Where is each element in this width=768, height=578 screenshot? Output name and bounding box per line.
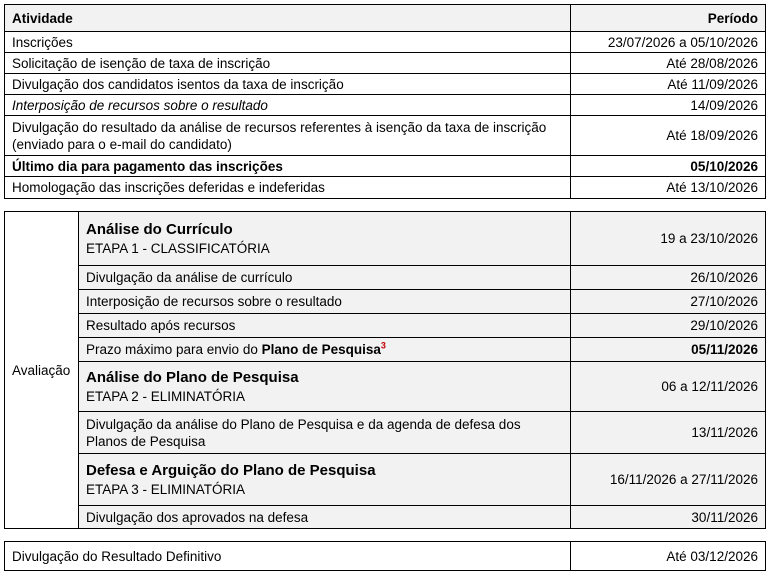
activity-cell: Divulgação dos candidatos isentos da taxa de inscrição [5, 74, 571, 95]
period-cell: 14/09/2026 [571, 95, 766, 116]
table-row [5, 177, 766, 199]
footnote-marker: 3 [380, 340, 386, 351]
activity-cell: Divulgação da análise do Plano de Pesquisa e da agenda de defesa dos Planos de Pesquisa [79, 412, 571, 454]
stage-row [5, 362, 766, 412]
period-cell: 06 a 12/11/2026 [571, 362, 766, 412]
table-row [5, 266, 766, 290]
activity-cell: Divulgação do Resultado Definitivo [5, 542, 571, 571]
period-cell: Até 28/08/2026 [571, 53, 766, 74]
table-row [5, 506, 766, 529]
table-row [5, 95, 766, 116]
table-row [5, 542, 766, 571]
stage-cell [79, 362, 571, 412]
header-activity: Atividade [5, 5, 571, 32]
activity-cell: Divulgação do resultado da análise de recursos referentes à isenção da taxa de inscrição (enviado para o e-mail do candidato) [5, 116, 571, 156]
period-cell: 26/10/2026 [571, 266, 766, 290]
activity-cell: Interposição de recursos sobre o resultado [79, 290, 571, 314]
table-row [5, 32, 766, 53]
stage-title: Análise do Currículo [86, 220, 233, 238]
period-cell: 05/10/2026 [571, 156, 766, 177]
table-row [5, 338, 766, 362]
period-cell: Até 18/09/2026 [571, 116, 766, 156]
activity-cell: Divulgação dos aprovados na defesa [79, 506, 571, 529]
deadline-bold-text: Plano de Pesquisa [261, 342, 381, 357]
stage-title: Defesa e Arguição do Plano de Pesquisa [86, 461, 376, 479]
period-cell: 27/10/2026 [571, 290, 766, 314]
schedule-table-evaluation [4, 211, 766, 529]
table-row [5, 156, 766, 177]
table-header-row [5, 5, 766, 32]
stage-row [5, 212, 766, 266]
period-cell: Até 11/09/2026 [571, 74, 766, 95]
table-row [5, 314, 766, 338]
header-period: Período [571, 5, 766, 32]
stage-row [5, 454, 766, 506]
table-row [5, 116, 766, 156]
deadline-text: Prazo máximo para envio do [86, 342, 262, 357]
schedule-table-final [4, 541, 766, 571]
activity-cell: Homologação das inscrições deferidas e indeferidas [5, 177, 571, 199]
stage-subtitle: ETAPA 2 - ELIMINATÓRIA [86, 388, 246, 404]
evaluation-label: Avaliação [5, 212, 79, 529]
activity-cell: Solicitação de isenção de taxa de inscrição [5, 53, 571, 74]
table-row [5, 290, 766, 314]
period-cell: 29/10/2026 [571, 314, 766, 338]
table-row [5, 412, 766, 454]
stage-title: Análise do Plano de Pesquisa [86, 368, 299, 386]
stage-subtitle: ETAPA 1 - CLASSIFICATÓRIA [86, 240, 270, 256]
stage-cell [79, 212, 571, 266]
activity-cell: Resultado após recursos [79, 314, 571, 338]
stage-cell [79, 454, 571, 506]
period-cell: 19 a 23/10/2026 [571, 212, 766, 266]
activity-cell: Último dia para pagamento das inscrições [5, 156, 571, 177]
period-cell: Até 03/12/2026 [571, 542, 766, 571]
activity-cell: Inscrições [5, 32, 571, 53]
schedule-table-registration [4, 4, 766, 199]
period-cell: 23/07/2026 a 05/10/2026 [571, 32, 766, 53]
activity-cell [79, 338, 571, 362]
table-row [5, 53, 766, 74]
activity-cell: Interposição de recursos sobre o resultado [5, 95, 571, 116]
table-row [5, 74, 766, 95]
period-cell: 13/11/2026 [571, 412, 766, 454]
period-cell: 16/11/2026 a 27/11/2026 [571, 454, 766, 506]
stage-subtitle: ETAPA 3 - ELIMINATÓRIA [86, 481, 246, 497]
period-cell: Até 13/10/2026 [571, 177, 766, 199]
activity-cell: Divulgação da análise de currículo [79, 266, 571, 290]
period-cell: 05/11/2026 [571, 338, 766, 362]
period-cell: 30/11/2026 [571, 506, 766, 529]
